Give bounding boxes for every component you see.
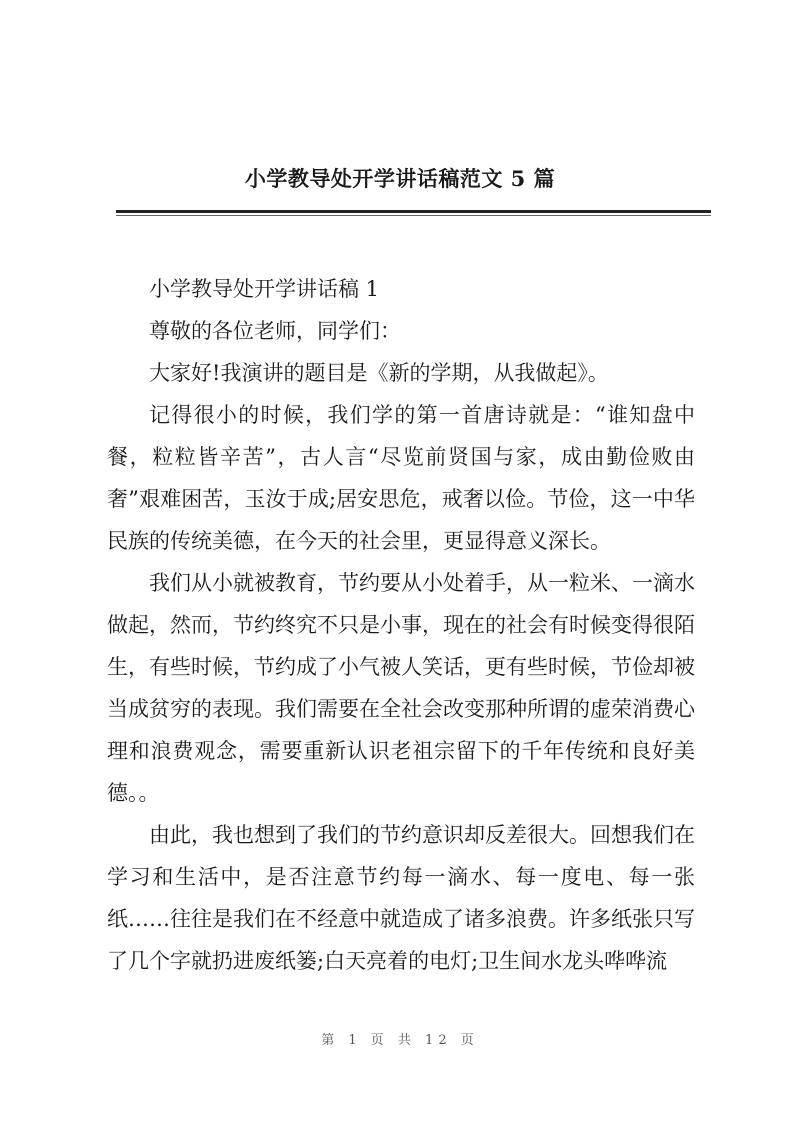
document-body — [107, 268, 695, 982]
paragraph: 由此，我也想到了我们的节约意识却反差很大。回想我们在学习和生活中，是否注意节约每一滴水、每一度电、每一张纸……往往是我们在不经意中就造成了诸多浪费。许多纸张只写了几个字就扔进废纸篓;白天亮着的电灯;卫生间水龙头哗哗流 — [107, 823, 695, 973]
paragraph: 我们从小就被教育，节约要从小处着手，从一粒米、一滴水做起，然而，节约终究不只是小事，现在的社会有时候变得很陌生，有些时候，节约成了小气被人笑话，更有些时候，节俭却被当成贫穷的表现。我们需要在全社会改变那种所谓的虚荣消费心理和浪费观念，需要重新认识老祖宗留下的千年传统和良好美德。。 — [107, 571, 695, 805]
paragraph-greeting: 大家好!我演讲的题目是《新的学期，从我做起》。 — [149, 361, 609, 385]
page-footer: 第 1 页 共 12 页 — [321, 1033, 479, 1048]
paragraph-heading: 小学教导处开学讲话稿 1 — [149, 277, 380, 301]
paragraph: 记得很小的时候，我们学的第一首唐诗就是：“谁知盘中餐，粒粒皆辛苦”，古人言“尽览前贤国与家，成由勤俭败由奢”艰难困苦，玉汝于成;居安思危，戒奢以俭。节俭，这一中华民族的传统美德，在今天的社会里，更显得意义深长。 — [107, 403, 695, 553]
title-divider — [116, 210, 711, 213]
document-title: 小学教导处开学讲话稿范文 5 篇 — [244, 166, 556, 191]
paragraph-salutation: 尊敬的各位老师，同学们： — [149, 319, 401, 343]
title-divider-thin — [116, 215, 711, 216]
